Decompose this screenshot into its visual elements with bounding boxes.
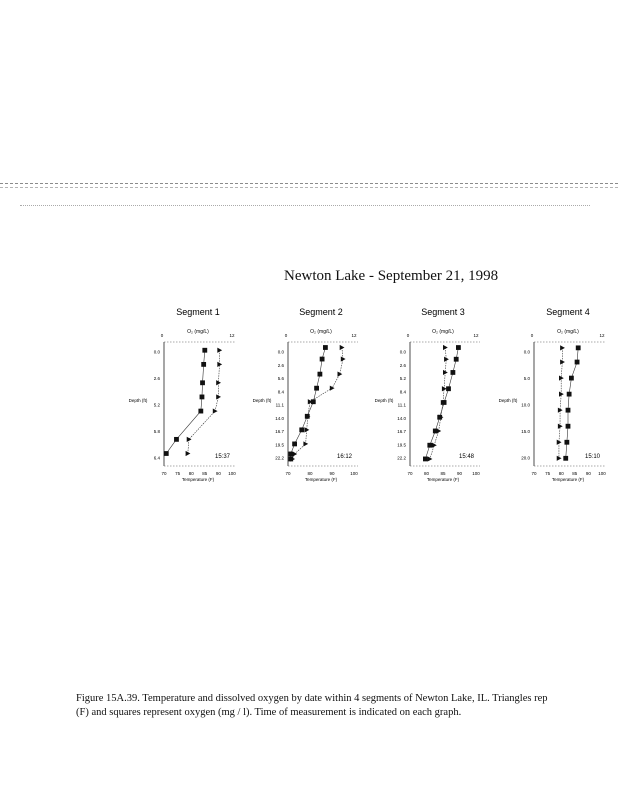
chart-title: Segment 3 <box>421 307 465 317</box>
chart-title: Segment 2 <box>299 307 343 317</box>
oxygen-point <box>446 386 451 391</box>
top-tick-label: 12 <box>599 333 605 338</box>
figure-title: Newton Lake - September 21, 1998 <box>284 268 499 284</box>
depth-tick-label: 8.4 <box>399 389 406 395</box>
y-axis-label: Depth (ft) <box>498 398 518 403</box>
bottom-tick-label: 85 <box>440 471 446 476</box>
bottom-axis-label: Temperature (F) <box>304 477 338 482</box>
figure-caption <box>76 692 618 720</box>
bottom-tick-label: 75 <box>545 471 551 476</box>
bottom-axis-label: Temperature (F) <box>551 477 585 482</box>
bottom-tick-label: 80 <box>558 471 564 476</box>
scan-speck-line <box>20 205 590 210</box>
bottom-tick-label: 70 <box>161 471 167 476</box>
top-axis-label: O₂ (mg/L) <box>187 329 209 335</box>
oxygen-point <box>451 370 456 375</box>
top-tick-label: 12 <box>229 333 235 338</box>
oxygen-point <box>323 345 328 350</box>
charts-container <box>0 300 618 490</box>
oxygen-point <box>299 427 304 432</box>
oxygen-point <box>566 424 571 429</box>
bottom-tick-label: 100 <box>472 471 480 476</box>
y-axis-label: Depth (ft) <box>128 398 148 403</box>
oxygen-point <box>575 360 580 365</box>
temperature-point <box>559 392 564 397</box>
bottom-tick-label: 100 <box>350 471 358 476</box>
temperature-point <box>341 356 346 361</box>
caption-line-1: Figure 15A.39. Temperature and dissolved oxygen by date within 4 segments of Newton Lake, IL. Triangles rep <box>76 693 548 704</box>
oxygen-point <box>314 386 319 391</box>
temperature-point <box>187 437 192 442</box>
time-label: 15:48 <box>458 454 474 460</box>
y-axis-label: Depth (ft) <box>374 398 394 403</box>
bottom-tick-label: 85 <box>202 471 208 476</box>
oxygen-point <box>564 440 569 445</box>
chart-segment-2 <box>253 307 359 482</box>
caption-line-2: (F) and squares represent oxygen (mg / l). Time of measurement is indicated on each graph. <box>76 707 462 718</box>
bottom-tick-label: 100 <box>598 471 606 476</box>
oxygen-point <box>423 457 428 462</box>
temperature-point <box>340 345 345 350</box>
temperature-point <box>560 345 565 350</box>
depth-tick-label: 2.6 <box>277 362 284 368</box>
bottom-tick-label: 90 <box>329 471 335 476</box>
bottom-axis-label: Temperature (F) <box>426 477 460 482</box>
oxygen-point <box>201 362 206 367</box>
top-tick-label: 0 <box>284 333 288 338</box>
depth-tick-label: 2.6 <box>153 376 160 381</box>
chart-title: Segment 1 <box>176 307 220 317</box>
temperature-point <box>443 345 448 350</box>
oxygen-point <box>174 437 179 442</box>
chart-title: Segment 4 <box>546 307 590 317</box>
depth-tick-label: 2.6 <box>399 362 406 368</box>
temperature-point <box>432 443 437 448</box>
bottom-axis-label: Temperature (F) <box>181 477 215 482</box>
time-label: 15:10 <box>584 454 600 460</box>
depth-tick-label: 15.0 <box>521 429 530 434</box>
oxygen-point <box>288 452 293 457</box>
temperature-point <box>217 348 222 353</box>
depth-tick-label: 16.7 <box>397 429 406 434</box>
depth-tick-label: 14.0 <box>275 415 284 421</box>
oxygen-point <box>454 357 459 362</box>
depth-tick-label: 10.0 <box>521 402 530 408</box>
top-axis-label: O₂ (mg/L) <box>557 329 579 335</box>
depth-tick-label: 5.0 <box>523 376 530 381</box>
top-tick-label: 0 <box>406 333 410 338</box>
oxygen-point <box>202 348 207 353</box>
oxygen-point <box>563 456 568 461</box>
scan-dash-line <box>0 183 618 184</box>
oxygen-point <box>198 409 203 414</box>
top-axis-label: O₂ (mg/L) <box>310 329 332 335</box>
depth-tick-label: 16.7 <box>275 429 284 434</box>
temperature-series-line <box>292 348 343 459</box>
depth-tick-label: 5.6 <box>277 376 284 381</box>
top-tick-label: 12 <box>351 333 357 338</box>
oxygen-point <box>427 443 432 448</box>
time-label: 16:12 <box>336 454 352 460</box>
oxygen-point <box>320 357 325 362</box>
depth-tick-label: 5.2 <box>153 402 160 408</box>
temperature-point <box>560 359 565 364</box>
depth-tick-label: 22.2 <box>397 455 406 461</box>
depth-tick-label: 19.5 <box>275 442 284 448</box>
depth-tick-label: 0.0 <box>523 349 530 355</box>
depth-tick-label: 19.5 <box>397 442 406 448</box>
depth-tick-label: 14.0 <box>397 415 406 421</box>
oxygen-point <box>567 392 572 397</box>
oxygen-point <box>442 400 447 405</box>
bottom-tick-label: 80 <box>188 471 194 476</box>
bottom-tick-label: 90 <box>215 471 221 476</box>
depth-tick-label: 5.2 <box>399 376 406 381</box>
scan-dash-line <box>0 187 618 188</box>
top-axis-label: O₂ (mg/L) <box>432 329 454 335</box>
oxygen-point <box>311 399 316 404</box>
temperature-point <box>442 386 447 391</box>
depth-tick-label: 8.4 <box>277 389 284 395</box>
temperature-point <box>330 386 335 391</box>
bottom-tick-label: 80 <box>423 471 430 476</box>
temperature-point <box>216 394 221 399</box>
temperature-point <box>428 456 433 461</box>
depth-tick-label: 5.8 <box>153 429 160 434</box>
oxygen-point <box>288 457 293 462</box>
bottom-tick-label: 70 <box>285 471 291 476</box>
oxygen-point <box>576 345 581 350</box>
chart-segment-4 <box>499 307 607 482</box>
bottom-tick-label: 70 <box>531 471 537 476</box>
depth-tick-label: 11.1 <box>397 402 406 408</box>
top-tick-label: 12 <box>473 333 479 338</box>
oxygen-point <box>569 376 574 381</box>
chart-segment-3 <box>375 307 481 482</box>
top-tick-label: 0 <box>160 333 164 338</box>
depth-tick-label: 0.0 <box>153 349 160 355</box>
oxygen-point <box>433 429 438 434</box>
oxygen-point <box>318 372 323 377</box>
temperature-point <box>444 357 449 362</box>
chart-segment-1 <box>129 307 237 482</box>
oxygen-point <box>456 345 461 350</box>
oxygen-point <box>200 380 205 385</box>
oxygen-point <box>200 395 205 400</box>
depth-tick-label: 0.0 <box>399 349 406 355</box>
bottom-tick-label: 90 <box>456 471 463 476</box>
top-tick-label: 0 <box>530 333 534 338</box>
oxygen-series-line <box>166 350 205 453</box>
bottom-tick-label: 90 <box>585 471 591 476</box>
y-axis-label: Depth (ft) <box>252 398 272 403</box>
bottom-tick-label: 70 <box>407 471 413 476</box>
bottom-tick-label: 85 <box>572 471 578 476</box>
bottom-tick-label: 100 <box>228 471 236 476</box>
temperature-point <box>217 362 222 367</box>
bottom-tick-label: 75 <box>175 471 181 476</box>
temperature-point <box>186 451 191 456</box>
depth-tick-label: 0.0 <box>277 349 284 355</box>
oxygen-point <box>566 408 571 413</box>
depth-tick-label: 20.0 <box>521 455 530 461</box>
oxygen-point <box>305 414 310 419</box>
depth-tick-label: 22.2 <box>275 455 284 461</box>
temperature-point <box>558 424 563 429</box>
oxygen-point <box>164 451 169 456</box>
oxygen-point <box>437 415 442 420</box>
temperature-point <box>303 441 308 446</box>
temperature-point <box>213 408 218 413</box>
oxygen-point <box>292 442 297 447</box>
time-label: 15:37 <box>214 454 230 460</box>
bottom-tick-label: 80 <box>307 471 313 476</box>
depth-tick-label: 6.4 <box>153 455 160 461</box>
depth-tick-label: 11.1 <box>275 402 284 408</box>
